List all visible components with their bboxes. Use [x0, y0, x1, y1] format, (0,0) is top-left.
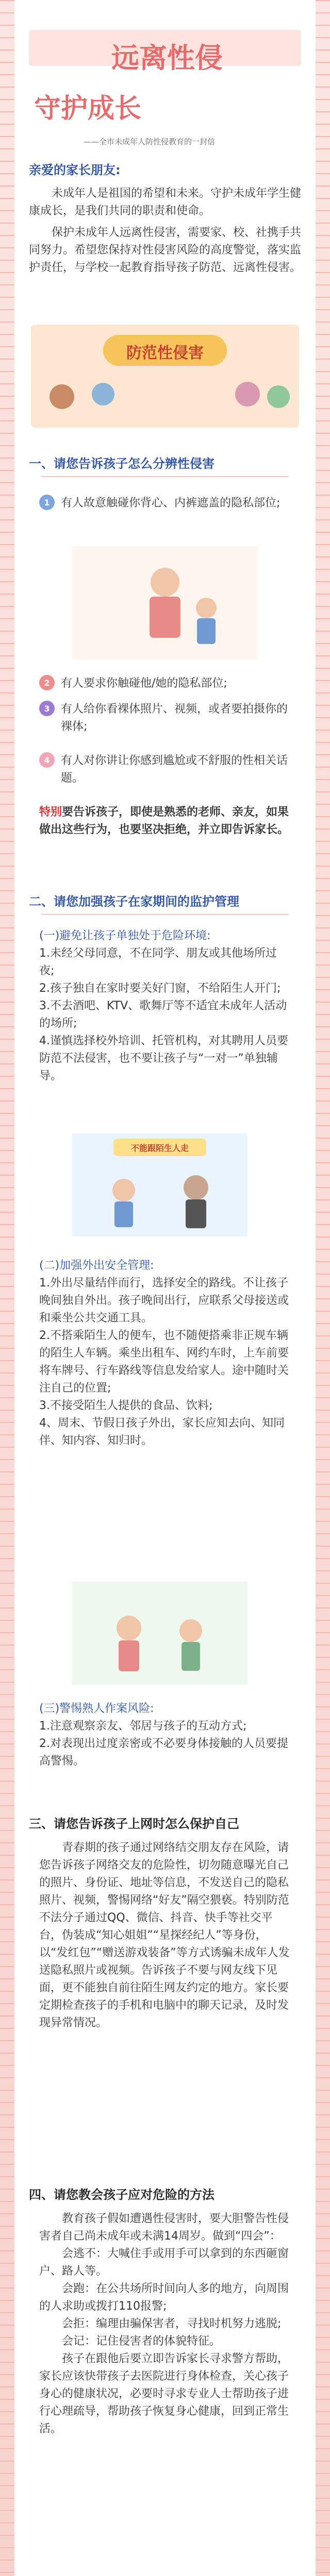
safety-scene-icon [72, 1582, 248, 1685]
s1-item-2-text: 有人要求你触碰他/她的隐私部位; [61, 677, 227, 690]
s1-item-3 [39, 701, 291, 736]
s2-sub1: (一)避免让孩子单独处于危险环境: [39, 929, 211, 942]
banner-illustration [31, 325, 299, 428]
s2-p10: 2.对表现出过度亲密或不必要身体接触的人员要提高警惕。 [39, 1737, 288, 1768]
s2-block2 [39, 1257, 291, 1450]
s2-illustration-1 [72, 1133, 248, 1236]
s2-img1-caption: 不能跟陌生人走 [130, 1143, 189, 1153]
subtitle: ——全市未成年人防性侵教育的一封信 [84, 137, 216, 146]
s2-p4: 4.谨慎选择校外培训、托管机构，对其聘用人员要防范不法侵害，也不要让孩子与“一对一”单独辅导。 [39, 1035, 288, 1082]
s2-p6: 2.不搭乘陌生人的便车，也不随便搭乘非正规车辆的陌生人车辆。乘坐出租车、网约车时，上车前要将车牌号、行车路线等信息发给家人。途中随时关注自己的位置; [39, 1329, 289, 1395]
s4-heading: 四、请您教会孩子应对危险的方法 [29, 2188, 214, 2202]
s2-block1 [39, 927, 291, 1085]
s2-p9: 1.注意观察亲友、邻居与孩子的互动方式; [39, 1720, 247, 1733]
s2-divider [41, 914, 289, 915]
s2-sub2: (二)加强外出安全管理: [39, 1259, 154, 1272]
s2-p7: 3.不接受陌生人提供的食品、饮料; [39, 1399, 213, 1412]
s4-p4: 会拒：编理由骗保害者，寻找时机努力逃脱; [62, 2317, 282, 2330]
child-safety-illustration-icon [72, 546, 258, 659]
s1-item-1 [39, 495, 291, 512]
title-line2: 守护成长 [34, 93, 142, 124]
right-rail [316, 0, 330, 2576]
s1-badge-4: 4 [39, 752, 55, 768]
s3-heading: 三、请您告诉孩子上网时怎么保护自己 [29, 1817, 239, 1831]
s1-item-1-text: 有人故意触碰你背心、内裤遮盖的隐私部位; [61, 497, 280, 510]
greeting [29, 160, 301, 277]
greeting-p1: 未成年人是祖国的希望和未来。守护未成年学生健康成长，是我们共同的职责和使命。 [29, 187, 302, 217]
s1-badge-2: 2 [39, 675, 55, 690]
greeting-p2: 保护未成年人远离性侵害，需要家、校、社携手共同努力。希望您保持对性侵害风险的高度警觉，落实监护责任，与学校一起教育指导孩子防范、远离性侵害。 [29, 226, 302, 274]
s4-block [39, 2210, 291, 2438]
header [29, 14, 301, 154]
s1-item-4 [39, 752, 291, 787]
s2-heading: 二、请您加强孩子在家期间的监护管理 [29, 894, 239, 909]
s1-item-3-text: 有人给你看裸体照片、视频，或者要拍摄你的裸体; [61, 703, 288, 733]
s4-p3: 会跑：在公共场所时间向人多的地方，向周围的人求助或拨打110报警; [39, 2282, 289, 2313]
s1-note [39, 804, 291, 839]
greeting-label: 亲爱的家长朋友: [29, 163, 121, 177]
s2-p8: 4、周末、节假日孩子外出，家长应知去向、知同伴、知内容、知归时。 [39, 1417, 285, 1447]
s1-badge-1: 1 [39, 495, 55, 510]
s1-illustration [72, 546, 258, 659]
s1-divider [41, 476, 289, 477]
s2-p3: 3.不去酒吧、KTV、歌舞厅等不适宜未成年人活动的场所; [39, 999, 287, 1030]
s2-p5: 1.外出尽量结伴而行，选择安全的路线。不让孩子晚间独自外出。孩子晚间出行，应联系父母接送或和乘坐公共交通工具。 [39, 1277, 289, 1325]
s2-block3 [39, 1700, 291, 1770]
s1-heading: 一、请您告诉孩子怎么分辨性侵害 [29, 456, 214, 471]
s2-p2: 2.孩子独自在家时要关好门窗，不给陌生人开门; [39, 982, 281, 995]
s4-p2: 会逃不：大喊住手或用手可以拿到的东西砸窗户、路人等。 [39, 2247, 289, 2278]
s2-illustration-2 [72, 1582, 248, 1685]
s4-p1: 教育孩子假如遭遇性侵害时，要大胆警告性侵害者自己尚未成年或未满14周岁。做到“四会”： [39, 2212, 289, 2243]
s4-p5: 会记：记住侵害者的体貌特征。 [62, 2335, 221, 2348]
title-line1: 远离性侵 [111, 41, 223, 74]
s1-note-text: 要告诉孩子，即使是熟悉的老师、亲友，如果做出这些行为，也要坚决拒绝，并立即告诉家长。 [39, 806, 289, 836]
left-rail [0, 0, 14, 2576]
s1-item-2 [39, 675, 291, 692]
s4-p6: 孩子在跟他后要立即告诉家长寻求警方帮助，家长应该快带孩子去医院进行身体检查，关心孩子身心的健康状况，必要时寻求专业人士帮助孩子进行心理疏导，帮助孩子恢复身心健康，回到正常生活。 [39, 2352, 289, 2435]
s1-note-label: 特别 [39, 806, 62, 819]
s3-p: 青春期的孩子通过网络结交朋友存在风险，请您告诉孩子网络交友的危险性，切勿随意曝光自己的照片、身份证、地址等信息，不发送自己的隐私照片、视频，警惕网络“好友”隔空猥亵。特别防范不法分子通过QQ、微信、抖音、快手等社交平台，伪装成“知心姐姐”“星探经纪人”等身份，以“发红包”“赠送游戏装备”等方式诱骗未成年人发送隐私照片或视频。告诉孩子不要与网友线下见面，更不能独自前往陌生网友约定的地方。家长要定期检查孩子的手机和电脑中的聊天记录，及时发现异常情况。 [39, 1841, 290, 2029]
banner-text: 防范性侵害 [126, 344, 204, 362]
s1-item-4-text: 有人对你讲让你感到尴尬或不舒服的性相关话题。 [61, 754, 288, 785]
s2-sub3: (三)警惕熟人作案风险: [39, 1702, 154, 1715]
s3-block [39, 1839, 291, 2032]
s1-badge-3: 3 [39, 701, 55, 716]
s2-p1: 1.未经父母同意，不在同学、朋友或其他场所过夜; [39, 947, 277, 977]
